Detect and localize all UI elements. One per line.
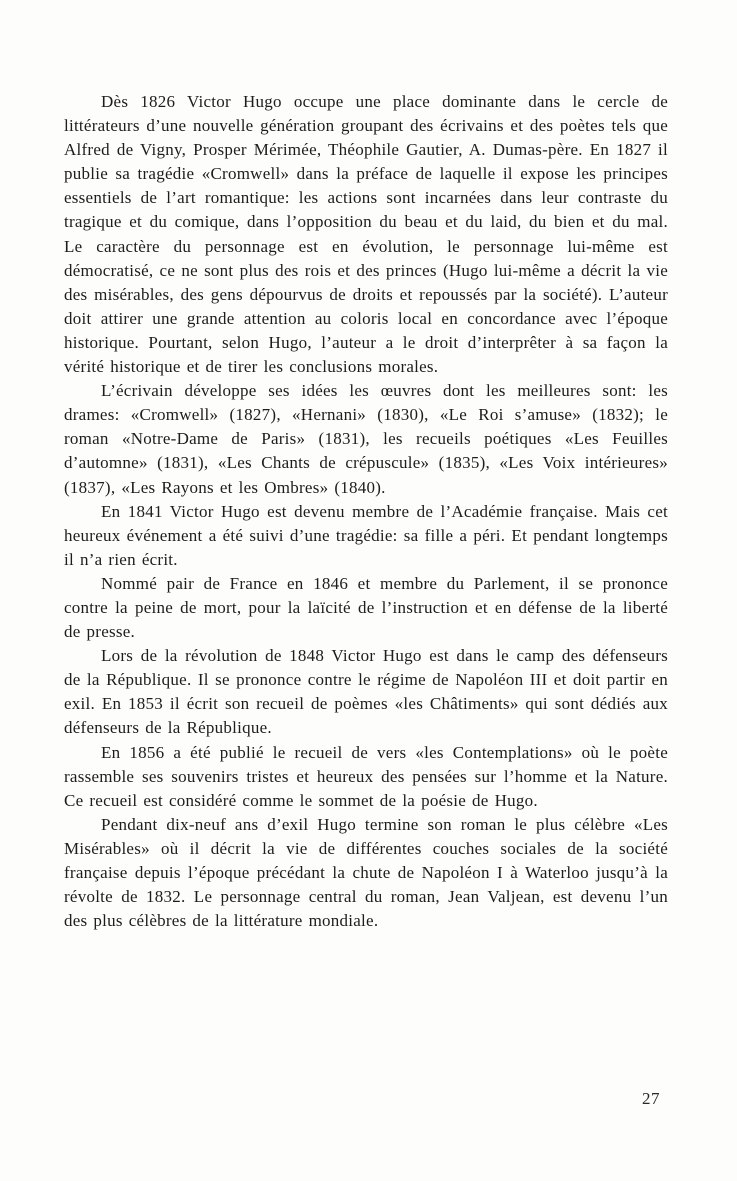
paragraph: Pendant dix-neuf ans d’exil Hugo termine son roman le plus célèbre «Les Misérables» où il décrit la vie de différentes couches sociales de la société française depuis l’époque précédant la chute de Napoléon I à Waterloo jusqu’à la révolte de 1832. Le personnage central du roman, Jean Valjean, est devenu l’un des plus célèbres de la littérature mondiale. [64, 814, 668, 931]
paragraph: En 1841 Victor Hugo est devenu membre de l’Académie française. Mais cet heureux événement a été suivi d’une tragédie: sa fille a péri. Et pendant longtemps il n’a rien écrit. [64, 501, 668, 569]
paragraph: Nommé pair de France en 1846 et membre du Parlement, il se prononce contre la peine de mort, pour la laïcité de l’instruction et en défense de la liberté de presse. [64, 573, 668, 642]
paragraph: En 1856 a été publié le recueil de vers «les Contemplations» où le poète rassemble ses souvenirs tristes et heureux des pensées sur l’homme et la Nature. Ce recueil est considéré comme le sommet de la poésie de Hugo. [64, 742, 668, 810]
text-block [64, 90, 668, 933]
paragraph: Dès 1826 Victor Hugo occupe une place dominante dans le cercle de littérateurs d’une nouvelle génération groupant des écrivains et des poètes tels que Alfred de Vigny, Prosper Mérimée, Théophile Gautier, A. Dumas-père. En 1827 il publie sa tragédie «Cromwell» dans la préface de laquelle il expose les principes essentiels de l’art romantique: les actions sont incarnées dans leur contraste du tragique et du comique, dans l’opposition du beau et du laid, du bien et du mal. Le caractère du personnage est en évolution, le personnage lui-même est démocratisé, ce ne sont plus des rois et des princes (Hugo lui-même a décrit la vie des misérables, des gens dépourvus de droits et repoussés par la société). L’auteur doit attirer une grande attention au coloris local en concordance avec l’époque historique. Pourtant, selon Hugo, l’auteur a le droit d’interprêter à sa façon la vérité historique et de tirer les conclusions morales. [64, 92, 668, 377]
paragraph: Lors de la révolution de 1848 Victor Hugo est dans le camp des défenseurs de la République. Il se prononce contre le régime de Napoléon III et doit partir en exil. En 1853 il écrit son recueil de poèmes «les Châtiments» qui sont dédiés aux défenseurs de la République. [64, 646, 668, 738]
page-number: 27 [642, 1089, 660, 1108]
paragraph: L’écrivain développe ses idées les œuvres dont les meilleures sont: les drames: «Cromwell» (1827), «Hernani» (1830), «Le Roi s’amuse» (1832); le roman «Notre-Dame de Paris» (1831), les recueils poétiques «Les Feuilles d’automne» (1831), «Les Chants de crépuscule» (1835), «Les Voix intérieures» (1837), «Les Rayons et les Ombres» (1840). [64, 381, 668, 497]
